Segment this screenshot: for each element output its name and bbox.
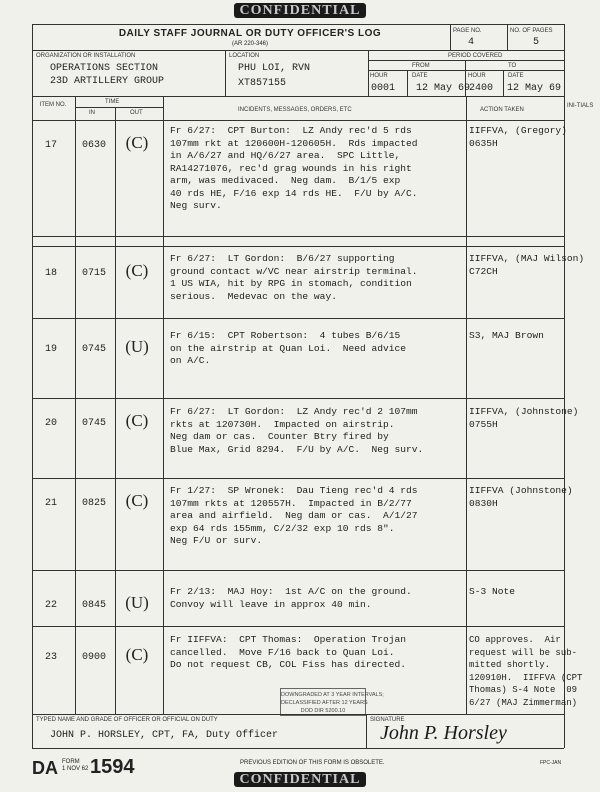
entry-18-action: IIFFVA, (MAJ Wilson) C72CH	[469, 253, 585, 277]
corner-code: FPC-JAN	[540, 760, 562, 766]
entry-18-item: 18	[44, 268, 57, 279]
divider	[368, 50, 369, 96]
entry-20-text: Fr 6/27: LT Gordon: LZ Andy rec'd 2 107mm rkts at 120730H. Impacted on airstrip. Neg dam or cas. Counter Btry fired by Blue Max, Grid 8294. F/U by A/C. Neg surv.	[170, 406, 424, 455]
divider	[450, 24, 451, 50]
entry-23-text: Fr IIFFVA: CPT Thomas: Operation Trojan cancelled. Move F/16 back to Quan Loi. Do not request CB, COL Fiss has directed.	[170, 634, 407, 670]
entry-18-out: (C)	[125, 261, 149, 280]
signature-label: SIGNATURE	[370, 717, 405, 723]
divider	[507, 24, 508, 50]
form-label: FORM 1 NOV 62	[62, 759, 89, 772]
col-in: IN	[89, 110, 95, 116]
col-time: TIME	[105, 99, 120, 105]
location-line1: PHU LOI, RVN	[238, 63, 311, 74]
col-line	[75, 96, 76, 714]
typed-name: JOHN P. HORSLEY, CPT, FA, Duty Officer	[50, 730, 279, 741]
entry-19-out: (U)	[125, 337, 149, 356]
divider	[407, 70, 408, 96]
frame-left	[32, 24, 33, 748]
entry-22-out: (U)	[125, 593, 149, 612]
col-line	[115, 107, 116, 714]
typed-name-label: TYPED NAME AND GRADE OF OFFICER OR OFFICIAL ON DUTY	[36, 717, 218, 723]
confidential-stamp-top: CONFIDENTIAL	[230, 3, 370, 19]
entry-17-out: (C)	[125, 133, 149, 152]
divider	[32, 714, 564, 715]
page-no-value: 4	[468, 37, 475, 48]
entry-19-item: 19	[44, 344, 57, 355]
previous-edition-note: PREVIOUS EDITION OF THIS FORM IS OBSOLETE.	[240, 760, 385, 766]
col-line	[466, 96, 467, 714]
period-label: PERIOD COVERED	[448, 53, 503, 59]
divider	[75, 107, 163, 108]
entry-21-item: 21	[44, 498, 57, 509]
col-initials: INI-TIALS	[567, 103, 594, 109]
to-hour-label: HOUR	[468, 73, 486, 79]
from-date: 12 May 69	[416, 83, 471, 94]
col-line	[163, 96, 164, 714]
entry-18-text: Fr 6/27: LT Gordon: B/6/27 supporting ground contact w/VC near airstrip terminal. 1 US WIA, hit by RPG in stomach, condition serious. Medevac on the way.	[170, 253, 418, 302]
entry-22-item: 22	[44, 600, 57, 611]
location-line2: XT857155	[238, 78, 287, 89]
divider	[368, 60, 564, 61]
entry-23-action: CO approves. Air request will be sub- mitted shortly. 120910H. IIFFVA (CPT Thomas) S-4 Note 09 6/27 (MAJ Zimmerman)	[469, 635, 583, 708]
confidential-stamp-bottom: CONFIDENTIAL	[230, 772, 370, 788]
from-hour-label: HOUR	[370, 73, 388, 79]
form-title: DAILY STAFF JOURNAL OR DUTY OFFICER'S LOG	[118, 28, 382, 39]
entry-23-item: 23	[44, 652, 57, 663]
signature: John P. Horsley	[380, 722, 507, 744]
entry-18-in: 0715	[81, 268, 106, 279]
location-label: LOCATION	[229, 53, 260, 59]
divider	[32, 96, 564, 97]
page-no-label: PAGE NO.	[453, 28, 482, 34]
entry-23-out: (C)	[125, 645, 149, 664]
org-line1: OPERATIONS SECTION	[50, 63, 159, 74]
row-divider	[32, 398, 564, 399]
entry-17-item: 17	[44, 140, 57, 151]
divider	[32, 120, 564, 121]
entry-20-action: IIFFVA, (Johnstone) 0755H	[469, 406, 579, 430]
no-pages-value: 5	[533, 37, 540, 48]
divider	[32, 50, 564, 51]
row-divider	[32, 626, 564, 627]
entry-20-in: 0745	[81, 418, 106, 429]
to-label: TO	[508, 63, 517, 69]
to-hour: 2400	[469, 83, 494, 94]
form-regulation: (AR 220-346)	[231, 41, 269, 47]
entry-20-item: 20	[44, 418, 57, 429]
org-label: ORGANIZATION OR INSTALLATION	[36, 53, 136, 59]
frame-top	[32, 24, 564, 25]
col-out: OUT	[130, 110, 143, 116]
col-action: ACTION TAKEN	[480, 107, 524, 113]
entry-19-text: Fr 6/15: CPT Robertson: 4 tubes B/6/15 on the airstrip at Quan Loi. Need advice on A/C.	[170, 330, 407, 366]
row-divider	[32, 236, 564, 237]
entry-22-action: S-3 Note	[469, 586, 516, 597]
entry-23-in: 0900	[81, 652, 106, 663]
entry-22-in: 0845	[81, 600, 106, 611]
no-pages-label: NO. OF PAGES	[510, 28, 553, 34]
entry-21-action: IIFFVA (Johnstone) 0830H	[469, 485, 573, 509]
entry-19-action: S3, MAJ Brown	[469, 330, 544, 341]
to-date: 12 May 69	[507, 83, 562, 94]
entry-19-in: 0745	[81, 344, 106, 355]
frame-bottom	[32, 748, 564, 749]
da-label: DA	[32, 758, 58, 778]
row-divider	[32, 570, 564, 571]
entry-21-in: 0825	[81, 498, 106, 509]
divider	[503, 70, 504, 96]
entry-21-text: Fr 1/27: SP Wronek: Dau Tieng rec'd 4 rds 107mm rkts at 120557H. Impacted in B/2/77 area and airfield. Neg dam or cas. A/1/27 exp 64 rds 155mm, C/2/32 exp 10 rds 8". Neg F/U or surv.	[170, 485, 418, 546]
row-divider	[32, 478, 564, 479]
regrading-stamp-text: DOWNGRADED AT 3 YEAR INTERVALS; DECLASSIFIED AFTER 12 YEARS DOD DIR 5200.10	[281, 692, 384, 714]
col-incidents: INCIDENTS, MESSAGES, ORDERS, ETC	[238, 107, 352, 113]
divider	[366, 714, 367, 748]
divider	[225, 50, 226, 96]
form-number: 1594	[90, 756, 135, 778]
entry-21-out: (C)	[125, 491, 149, 510]
entry-17-action: IIFFVA, (Gregory) 0635H	[469, 125, 567, 149]
entry-17-text: Fr 6/27: CPT Burton: LZ Andy rec'd 5 rds 107mm rkt at 120600H-120605H. Rds impacted in A/6/27 and HQ/6/27 area. SPC Little, RA14271076, rec'd grag wounds in his right arm, was medivaced. Neg dam. B/1/5 exp 40 rds HE, F/16 exp 14 rds HE. F/U by A/C. Neg surv.	[170, 125, 418, 211]
from-hour: 0001	[371, 83, 396, 94]
entry-22-text: Fr 2/13: MAJ Hoy: 1st A/C on the ground. Convoy will leave in approx 40 min.	[170, 586, 412, 610]
to-date-label: DATE	[508, 73, 524, 79]
entry-17-in: 0630	[81, 140, 106, 151]
entry-20-out: (C)	[125, 411, 149, 430]
regrading-stamp	[280, 688, 384, 716]
divider	[368, 70, 564, 71]
from-label: FROM	[412, 63, 430, 69]
row-divider	[32, 246, 564, 247]
from-date-label: DATE	[412, 73, 428, 79]
row-divider	[32, 318, 564, 319]
org-line2: 23D ARTILLERY GROUP	[50, 76, 165, 87]
col-item: ITEM NO.	[39, 102, 67, 108]
